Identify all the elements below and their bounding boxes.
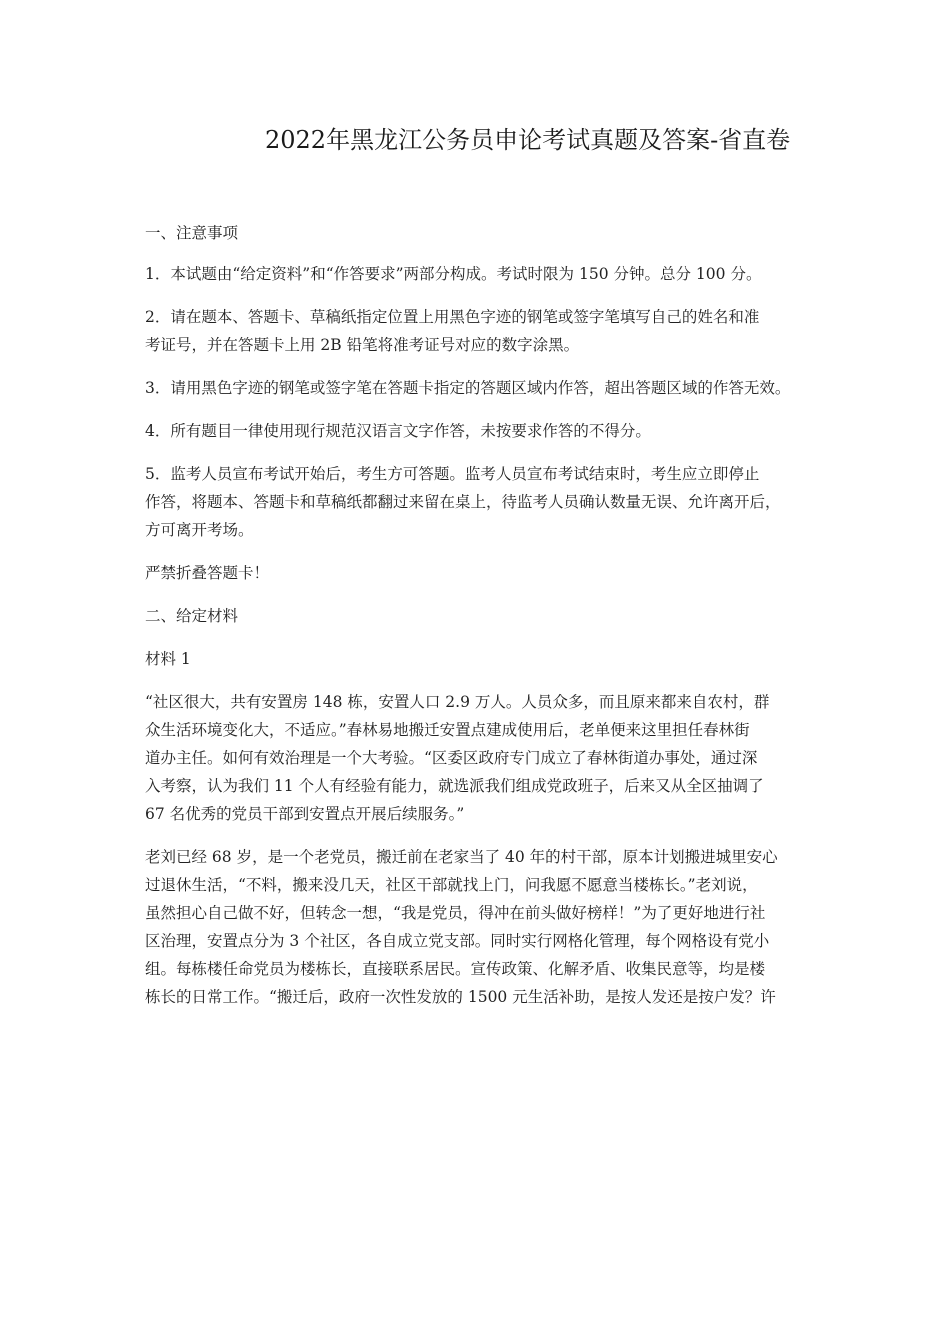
text-line: “社区很大，共有安置房 148 栋，安置人口 2.9 万人。人员众多，而且原来都来自农村，群 [145,693,770,711]
text-line: 组。每栋楼任命党员为楼栋长，直接联系居民。宣传政策、化解矛盾、收集民意等，均是楼 [145,960,766,978]
text-line: 入考察，认为我们 11 个人有经验有能力，就选派我们组成党政班子，后来又从全区抽调了 [145,777,764,795]
notice-item-2 [145,303,845,359]
document-body [145,222,845,1026]
section-heading-materials: 二、给定材料 [145,607,239,625]
text-line: 栋长的日常工作。“搬迁后，政府一次性发放的 1500 元生活补助，是按人发还是按户发？许 [145,988,776,1006]
text-line: 4．所有题目一律使用现行规范汉语言文字作答，未按要求作答的不得分。 [145,422,651,440]
text-line: 过退休生活，“不料，搬来没几天，社区干部就找上门，问我愿不愿意当楼栋长。”老刘说， [145,876,758,894]
notice-item-1 [145,260,845,288]
text-line: 区治理，安置点分为 3 个社区，各自成立党支部。同时实行网格化管理，每个网格设有党小 [145,932,770,950]
text-line: 5．监考人员宣布考试开始后，考生方可答题。监考人员宣布考试结束时，考生应立即停止 [145,465,760,483]
document-title: 2022年黑龙江公务员申论考试真题及答案-省直卷 [265,126,791,154]
text-line: 67 名优秀的党员干部到安置点开展后续服务。” [145,805,465,823]
material-1-paragraph-1 [145,688,845,828]
material-1-paragraph-2 [145,843,845,1011]
text-line: 老刘已经 68 岁，是一个老党员，搬迁前在老家当了 40 年的村干部，原本计划搬进城里安心 [145,848,778,866]
notice-item-5 [145,460,845,544]
text-line: 3．请用黑色字迹的钢笔或签字笔在答题卡指定的答题区域内作答，超出答题区域的作答无效。 [145,379,791,397]
text-line: 考证号，并在答题卡上用 2B 铅笔将准考证号对应的数字涂黑。 [145,336,580,354]
notice-item-3 [145,374,845,402]
text-line: 1．本试题由“给定资料”和“作答要求”两部分构成。考试时限为 150 分钟。总分 100 分。 [145,265,762,283]
text-line: 道办主任。如何有效治理是一个大考验。“区委区政府专门成立了春林街道办事处，通过深 [145,749,758,767]
text-line: 2．请在题本、答题卡、草稿纸指定位置上用黑色字迹的钢笔或签字笔填写自己的姓名和准 [145,308,760,326]
warning-text: 严禁折叠答题卡！ [145,564,270,582]
notice-item-4 [145,417,845,445]
text-line: 众生活环境变化大，不适应。”春林易地搬迁安置点建成使用后，老单便来这里担任春林街 [145,721,750,739]
text-line: 方可离开考场。 [145,521,254,539]
material-1-label: 材料 1 [145,650,191,668]
text-line: 作答，将题本、答题卡和草稿纸都翻过来留在桌上，待监考人员确认数量无误、允许离开后， [145,493,781,511]
section-heading-notice: 一、注意事项 [145,224,239,242]
text-line: 虽然担心自己做不好，但转念一想，“我是党员，得冲在前头做好榜样！”为了更好地进行社 [145,904,766,922]
